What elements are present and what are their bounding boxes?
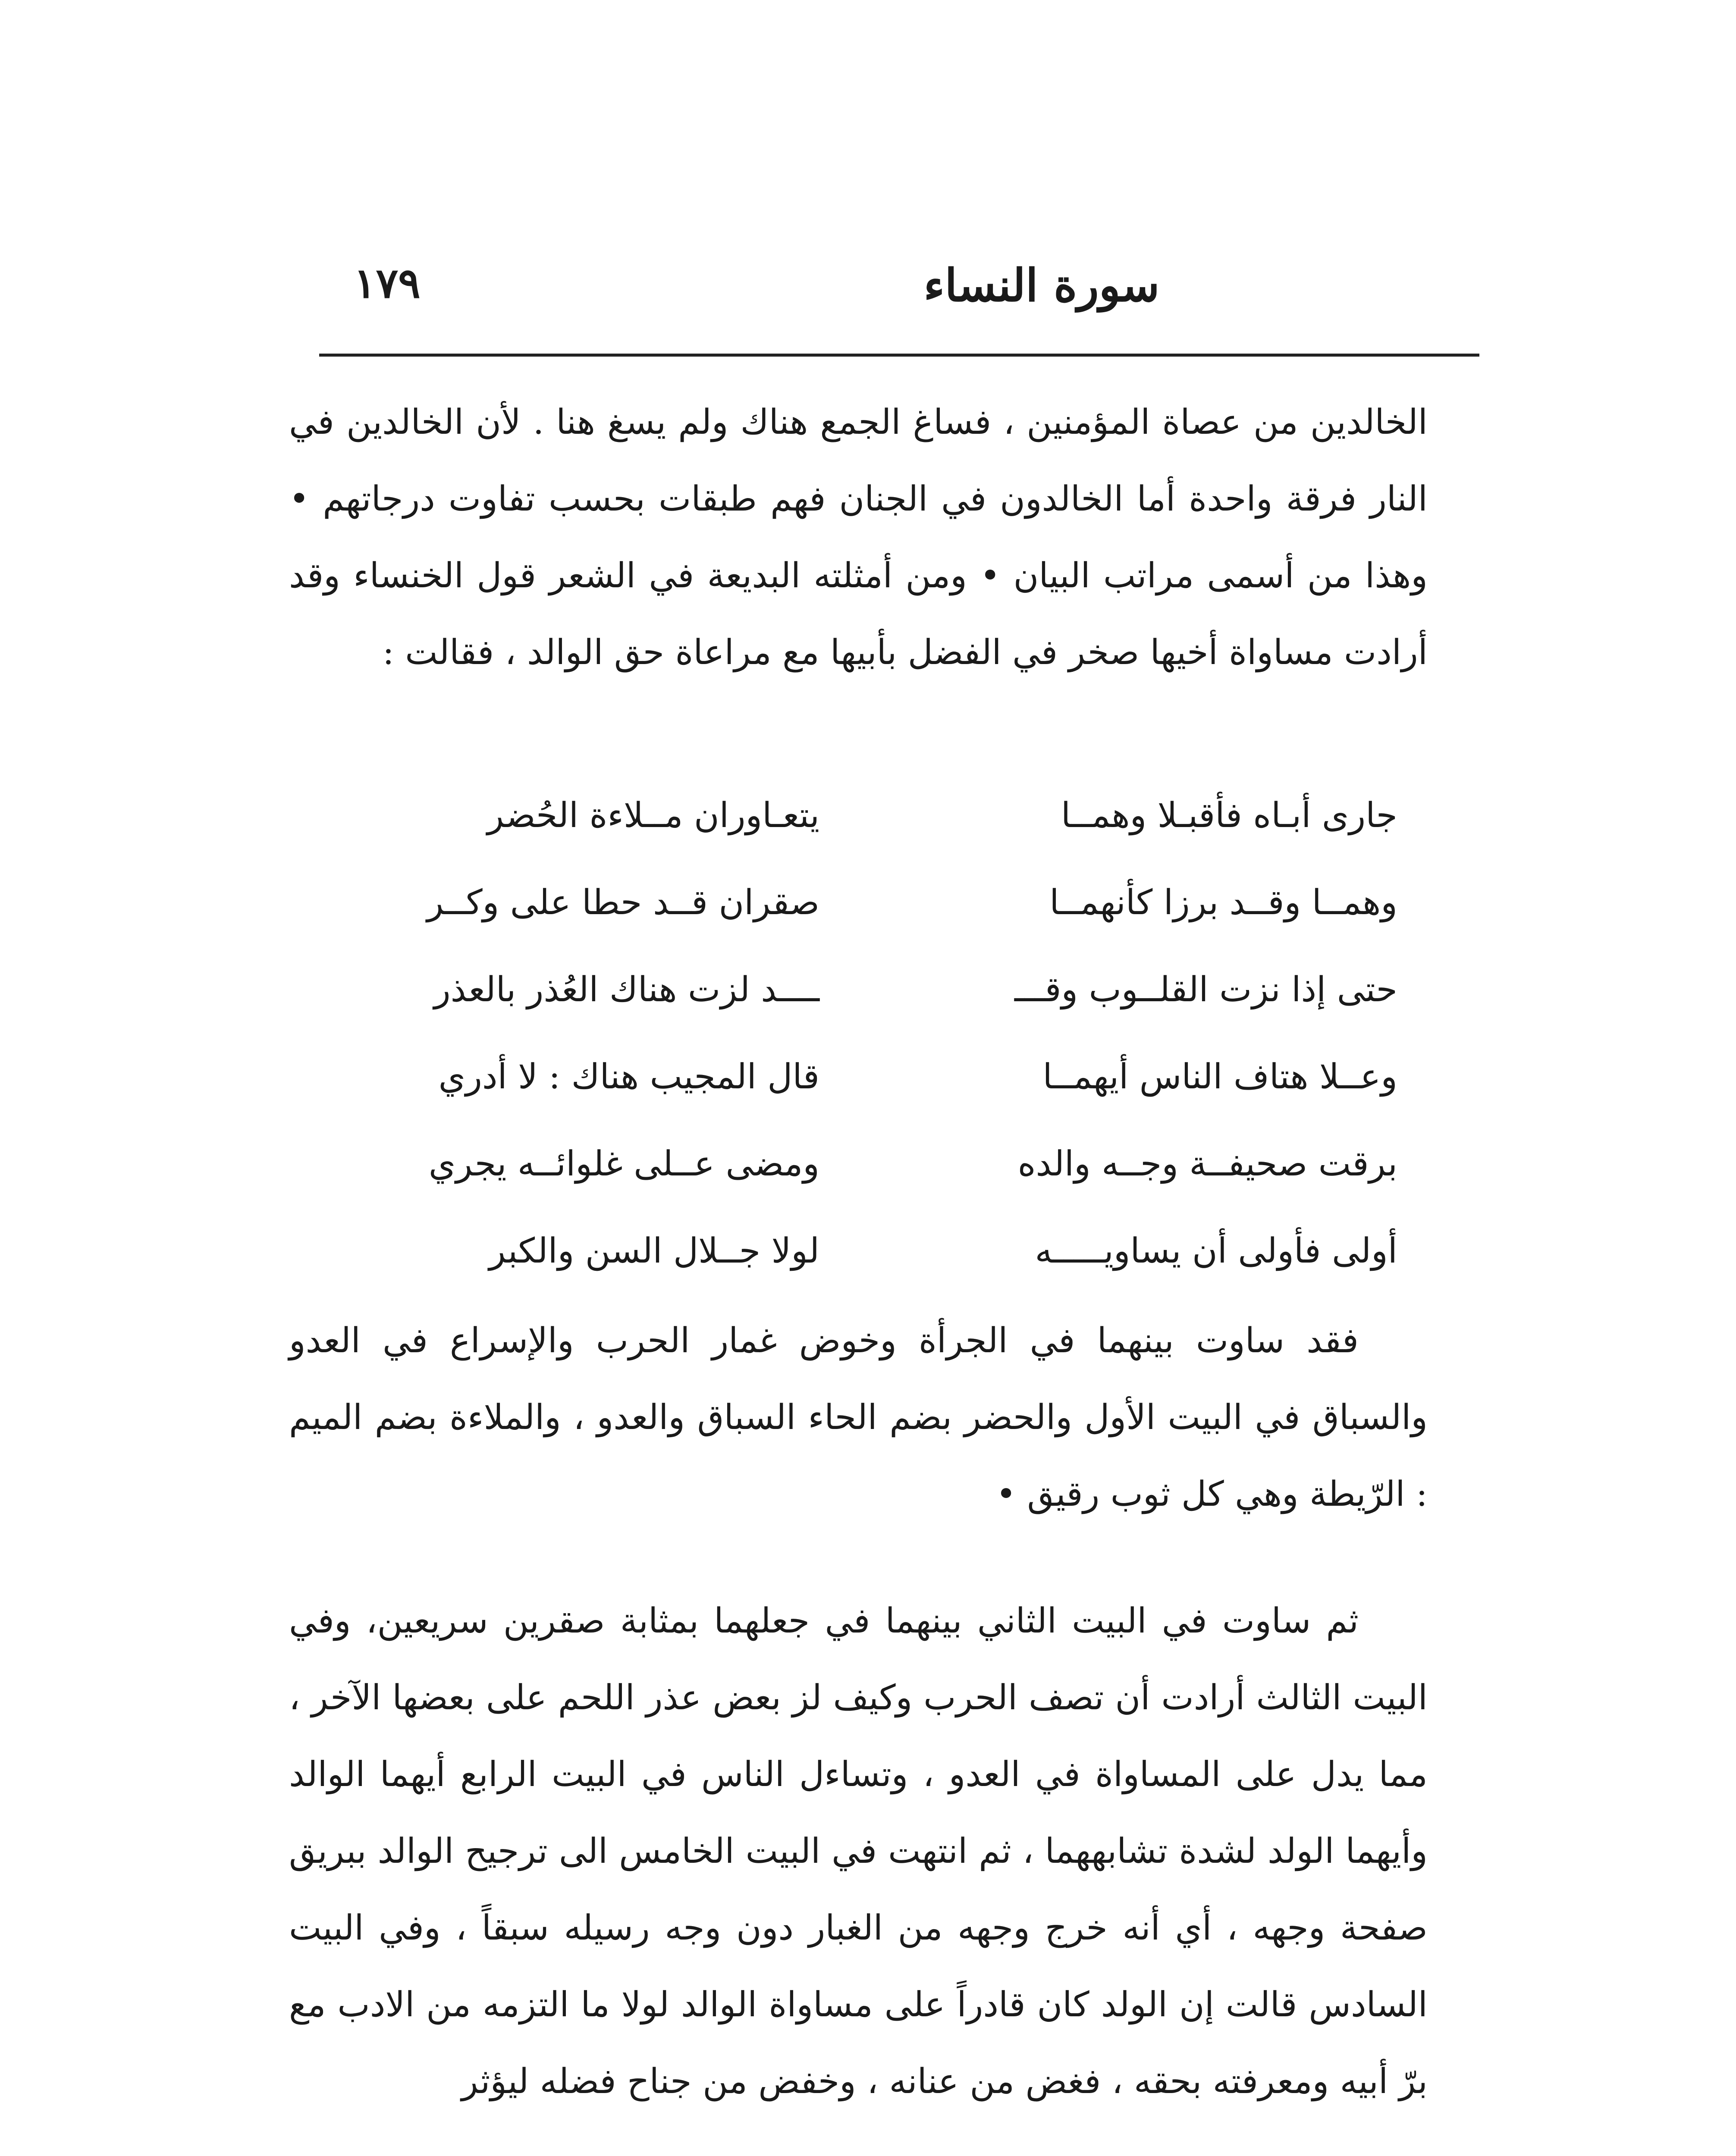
verse-first-hemistich: حتى إذا نزت القلــوب وقـــ [1014, 969, 1397, 1009]
verse-second-hemistich: لولا جــلال السن والكبر [489, 1231, 819, 1271]
verse-first-hemistich: وهمــا وقــد برزا كأنهمــا [1049, 882, 1397, 922]
commentary-paragraph [289, 1302, 1428, 1532]
verse-line [336, 1033, 1397, 1120]
running-title: سورة النساء [923, 259, 1160, 312]
verse-first-hemistich: أولى فأولى أن يساويـــــه [1035, 1231, 1397, 1271]
verse-line [336, 1207, 1397, 1294]
verse-line [336, 946, 1397, 1033]
verse-second-hemistich: ومضى عــلى غلوائــه يجري [428, 1144, 819, 1184]
intro-text: الخالدين من عصاة المؤمنين ، فساغ الجمع هناك ولم يسغ هنا . لأن الخالدين في النار فرقة واحدة أما الخالدون في الجنان فهم طبقات بحسب تفاوت درجاتهم • وهذا من أسمى مراتب البيان • ومن أمثلته البديعة في الشعر قول الخنساء وقد أرادت مساواة أخيها صخر في الفضل بأبيها مع مراعاة حق الوالد ، فقالت : [289, 402, 1428, 672]
verse-line [336, 859, 1397, 946]
verse-second-hemistich: قال المجيب هناك : لا أدري [438, 1056, 819, 1097]
page-number: ١٧٩ [354, 259, 421, 307]
page-header [319, 241, 1479, 336]
verse-first-hemistich: برقت صحيفــة وجــه والده [1017, 1144, 1397, 1184]
commentary-text: فقد ساوت بينهما في الجرأة وخوض غمار الحرب والإسراع في العدو والسباق في البيت الأول والحضر بضم الحاء السباق والعدو ، والملاءة بضم الميم : الرّيطة وهي كل ثوب رقيق • [289, 1320, 1428, 1514]
analysis-paragraph [289, 1583, 1428, 2120]
poem-verses [336, 772, 1397, 1294]
verse-first-hemistich: وعــلا هتاف الناس أيهمــا [1042, 1056, 1397, 1097]
verse-second-hemistich: يتعـاوران مــلاءة الحُضر [487, 795, 819, 835]
header-rule [319, 354, 1479, 357]
analysis-text: ثم ساوت في البيت الثاني بينهما في جعلهما بمثابة صقرين سريعين، وفي البيت الثالث أرادت أن تصف الحرب وكيف لز بعض عذر اللحم على بعضها الآخر ، مما يدل على المساواة في العدو ، وتساءل الناس في البيت الرابع أيهما الوالد وأيهما الولد لشدة تشابههما ، ثم انتهت في البيت الخامس الى ترجيح الوالد ببريق صفحة وجهه ، أي أنه خرج وجهه من الغبار دون وجه رسيله سبقاً ، وفي البيت السادس قالت إن الولد كان قادراً على مساواة الوالد لولا ما التزمه من الادب مع برّ أبيه ومعرفته بحقه ، فغض من عنانه ، وخفض من جناح فضله ليؤثر [289, 1601, 1428, 2101]
verse-second-hemistich: ــــد لزت هناك العُذر بالعذر [434, 969, 819, 1009]
verse-first-hemistich: جارى أبـاه فأقبـلا وهمــا [1061, 795, 1397, 835]
intro-paragraph [289, 384, 1428, 691]
verse-line [336, 1120, 1397, 1207]
verse-second-hemistich: صقران قــد حطا على وكــر [427, 882, 819, 922]
verse-line [336, 772, 1397, 859]
